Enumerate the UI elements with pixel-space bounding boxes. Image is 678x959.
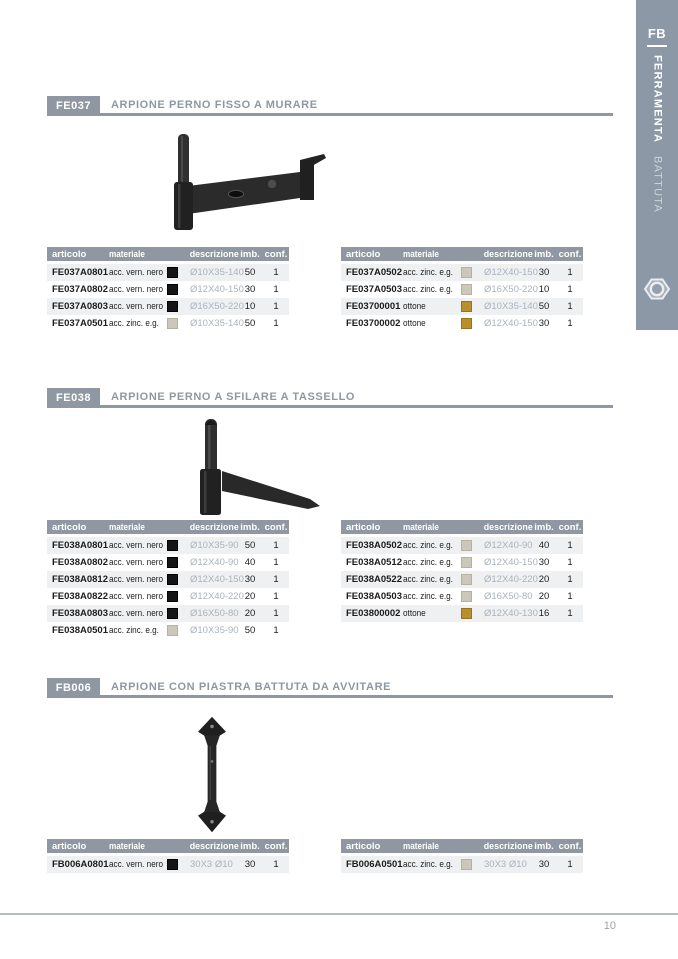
cell-materiale: ottone bbox=[403, 318, 426, 329]
cell-conf: 1 bbox=[273, 608, 279, 619]
column-header-conf: conf. bbox=[264, 248, 288, 260]
cell-descrizione: Ø16X50-80 bbox=[190, 608, 239, 619]
column-header-materiale: materiale bbox=[403, 840, 439, 852]
product-table bbox=[341, 247, 583, 332]
sidebar-category-label bbox=[652, 55, 663, 213]
material-color-swatch bbox=[461, 267, 472, 278]
material-color-swatch bbox=[461, 301, 472, 312]
cell-descrizione: Ø12X40-150 bbox=[484, 318, 538, 329]
section-title: ARPIONE CON PIASTRA BATTUTA DA AVVITARE bbox=[111, 681, 392, 693]
cell-materiale: acc. zinc. e.g. bbox=[403, 557, 453, 568]
cell-materiale: acc. vern. nero bbox=[109, 557, 164, 568]
cell-descrizione: Ø12X40-130 bbox=[484, 608, 538, 619]
cell-conf: 1 bbox=[273, 625, 279, 636]
material-color-swatch bbox=[167, 301, 178, 312]
cell-imb: 30 bbox=[538, 267, 550, 278]
table-row bbox=[341, 298, 583, 315]
column-header-imb: imb. bbox=[240, 521, 260, 533]
column-header-descrizione: descrizione bbox=[483, 248, 533, 260]
cell-imb: 50 bbox=[538, 301, 550, 312]
cell-swatch bbox=[461, 267, 479, 278]
table-row bbox=[341, 264, 583, 281]
column-header-descrizione: descrizione bbox=[189, 248, 239, 260]
cell-descrizione: Ø12X40-150 bbox=[190, 574, 244, 585]
cell-imb: 10 bbox=[538, 284, 550, 295]
table-header-row bbox=[47, 520, 289, 534]
cell-swatch bbox=[461, 540, 479, 551]
cell-imb: 20 bbox=[538, 574, 550, 585]
table-row bbox=[341, 554, 583, 571]
category-sidebar-tab bbox=[636, 0, 678, 330]
material-color-swatch bbox=[167, 608, 178, 619]
cell-articolo: FE037A0801 bbox=[52, 267, 108, 278]
cell-descrizione: Ø16X50-220 bbox=[484, 284, 538, 295]
cell-conf: 1 bbox=[567, 859, 573, 870]
cell-descrizione: Ø10X35-140 bbox=[190, 318, 244, 329]
sidebar-subcategory: BATTUTA bbox=[651, 155, 664, 213]
cell-descrizione: 30X3 Ø10 bbox=[484, 859, 527, 870]
cell-conf: 1 bbox=[273, 557, 279, 568]
cell-materiale: acc. vern. nero bbox=[109, 574, 164, 585]
table-row bbox=[47, 622, 289, 639]
table-row bbox=[341, 605, 583, 622]
cell-conf: 1 bbox=[273, 284, 279, 295]
cell-conf: 1 bbox=[273, 318, 279, 329]
cell-articolo: FE038A0522 bbox=[346, 574, 402, 585]
cell-articolo: FE037A0501 bbox=[52, 318, 108, 329]
column-header-conf: conf. bbox=[558, 840, 582, 852]
cell-conf: 1 bbox=[567, 284, 573, 295]
product-photo-fe037 bbox=[148, 126, 343, 245]
column-header-conf: conf. bbox=[264, 840, 288, 852]
cell-imb: 30 bbox=[538, 318, 550, 329]
table-row bbox=[47, 571, 289, 588]
table-row bbox=[47, 281, 289, 298]
cell-descrizione: Ø16X50-80 bbox=[484, 591, 533, 602]
cell-imb: 30 bbox=[538, 557, 550, 568]
product-photo-fe038 bbox=[150, 413, 335, 521]
cell-articolo: FE038A0803 bbox=[52, 608, 108, 619]
product-table bbox=[47, 520, 289, 639]
material-color-swatch bbox=[461, 574, 472, 585]
column-header-imb: imb. bbox=[534, 521, 554, 533]
sidebar-tab-label: FB bbox=[647, 26, 667, 41]
cell-descrizione: Ø12X40-90 bbox=[484, 540, 533, 551]
cell-conf: 1 bbox=[567, 574, 573, 585]
cell-articolo: FE038A0501 bbox=[52, 625, 108, 636]
material-color-swatch bbox=[461, 859, 472, 870]
table-row bbox=[47, 537, 289, 554]
section-code-badge: FE038 bbox=[47, 388, 100, 408]
cell-conf: 1 bbox=[567, 591, 573, 602]
cell-articolo: FE038A0503 bbox=[346, 591, 402, 602]
cell-swatch bbox=[461, 557, 479, 568]
cell-materiale: acc. zinc. e.g. bbox=[403, 859, 453, 870]
sidebar-category: FERRAMENTA bbox=[651, 55, 664, 144]
cell-imb: 30 bbox=[244, 859, 256, 870]
cell-imb: 30 bbox=[244, 284, 256, 295]
cell-descrizione: Ø12X40-220 bbox=[484, 574, 538, 585]
cell-materiale: acc. zinc. e.g. bbox=[403, 591, 453, 602]
cell-materiale: acc. zinc. e.g. bbox=[403, 540, 453, 551]
column-header-materiale: materiale bbox=[403, 521, 439, 533]
cell-materiale: acc. vern. nero bbox=[109, 284, 164, 295]
page-number: 10 bbox=[603, 920, 616, 932]
cell-materiale: acc. vern. nero bbox=[109, 591, 164, 602]
cell-imb: 30 bbox=[538, 859, 550, 870]
cell-swatch bbox=[461, 284, 479, 295]
table-row bbox=[341, 856, 583, 873]
cell-descrizione: Ø10X35-90 bbox=[190, 540, 239, 551]
cell-conf: 1 bbox=[567, 540, 573, 551]
section-header bbox=[47, 96, 613, 116]
cell-articolo: FE038A0502 bbox=[346, 540, 402, 551]
cell-articolo: FE03800002 bbox=[346, 608, 401, 619]
cell-materiale: acc. zinc. e.g. bbox=[403, 267, 453, 278]
cell-conf: 1 bbox=[567, 318, 573, 329]
cell-descrizione: Ø10X35-140 bbox=[484, 301, 538, 312]
column-header-imb: imb. bbox=[534, 248, 554, 260]
cell-descrizione: Ø12X40-220 bbox=[190, 591, 244, 602]
hex-nut-icon bbox=[643, 277, 671, 306]
column-header-descrizione: descrizione bbox=[483, 521, 533, 533]
material-color-swatch bbox=[167, 591, 178, 602]
cell-imb: 30 bbox=[244, 574, 256, 585]
column-header-articolo: articolo bbox=[52, 840, 87, 852]
product-table bbox=[341, 520, 583, 622]
material-color-swatch bbox=[461, 591, 472, 602]
cell-swatch bbox=[167, 608, 185, 619]
material-color-swatch bbox=[167, 625, 178, 636]
material-color-swatch bbox=[461, 608, 472, 619]
cell-swatch bbox=[167, 574, 185, 585]
section-header bbox=[47, 678, 613, 698]
cell-descrizione: Ø10X35-90 bbox=[190, 625, 239, 636]
cell-articolo: FE037A0802 bbox=[52, 284, 108, 295]
cell-descrizione: Ø12X40-150 bbox=[190, 284, 244, 295]
table-row bbox=[47, 856, 289, 873]
cell-conf: 1 bbox=[273, 574, 279, 585]
column-header-conf: conf. bbox=[264, 521, 288, 533]
cell-imb: 50 bbox=[244, 625, 256, 636]
cell-imb: 10 bbox=[244, 301, 256, 312]
cell-descrizione: Ø12X40-150 bbox=[484, 557, 538, 568]
section-header bbox=[47, 388, 613, 408]
column-header-articolo: articolo bbox=[346, 521, 381, 533]
material-color-swatch bbox=[461, 540, 472, 551]
table-header-row bbox=[341, 247, 583, 261]
cell-swatch bbox=[167, 318, 185, 329]
material-color-swatch bbox=[167, 284, 178, 295]
table-row bbox=[341, 281, 583, 298]
column-header-articolo: articolo bbox=[52, 521, 87, 533]
cell-articolo: FE038A0822 bbox=[52, 591, 108, 602]
table-header-row bbox=[47, 839, 289, 853]
cell-swatch bbox=[167, 301, 185, 312]
cell-materiale: acc. zinc. e.g. bbox=[403, 574, 453, 585]
table-row bbox=[47, 605, 289, 622]
column-header-materiale: materiale bbox=[109, 521, 145, 533]
cell-materiale: ottone bbox=[403, 608, 426, 619]
column-header-imb: imb. bbox=[240, 840, 260, 852]
cell-materiale: ottone bbox=[403, 301, 426, 312]
cell-swatch bbox=[461, 859, 479, 870]
cell-materiale: acc. zinc. e.g. bbox=[403, 284, 453, 295]
cell-imb: 20 bbox=[244, 591, 256, 602]
column-header-articolo: articolo bbox=[346, 840, 381, 852]
cell-conf: 1 bbox=[567, 267, 573, 278]
cell-articolo: FE038A0812 bbox=[52, 574, 108, 585]
column-header-conf: conf. bbox=[558, 521, 582, 533]
column-header-descrizione: descrizione bbox=[483, 840, 533, 852]
cell-conf: 1 bbox=[273, 591, 279, 602]
cell-swatch bbox=[167, 540, 185, 551]
product-photo-fb006 bbox=[152, 716, 272, 839]
table-row bbox=[341, 315, 583, 332]
cell-articolo: FE037A0502 bbox=[346, 267, 402, 278]
cell-swatch bbox=[167, 625, 185, 636]
material-color-swatch bbox=[461, 318, 472, 329]
cell-descrizione: Ø12X40-150 bbox=[484, 267, 538, 278]
sidebar-divider bbox=[647, 45, 667, 47]
cell-swatch bbox=[167, 267, 185, 278]
cell-conf: 1 bbox=[567, 608, 573, 619]
column-header-imb: imb. bbox=[534, 840, 554, 852]
cell-swatch bbox=[461, 318, 479, 329]
table-row bbox=[47, 264, 289, 281]
cell-materiale: acc. zinc. e.g. bbox=[109, 318, 159, 329]
cell-imb: 40 bbox=[244, 557, 256, 568]
table-row bbox=[47, 554, 289, 571]
section-code-badge: FB006 bbox=[47, 678, 100, 698]
cell-materiale: acc. vern. nero bbox=[109, 859, 164, 870]
cell-swatch bbox=[167, 284, 185, 295]
material-color-swatch bbox=[167, 267, 178, 278]
product-table bbox=[341, 839, 583, 873]
cell-conf: 1 bbox=[273, 267, 279, 278]
cell-articolo: FE03700001 bbox=[346, 301, 401, 312]
cell-materiale: acc. vern. nero bbox=[109, 540, 164, 551]
product-table bbox=[47, 839, 289, 873]
cell-imb: 50 bbox=[244, 267, 256, 278]
column-header-materiale: materiale bbox=[109, 248, 145, 260]
cell-descrizione: Ø16X50-220 bbox=[190, 301, 244, 312]
cell-articolo: FE038A0802 bbox=[52, 557, 108, 568]
footer-divider bbox=[0, 913, 678, 915]
material-color-swatch bbox=[167, 540, 178, 551]
column-header-articolo: articolo bbox=[52, 248, 87, 260]
section-divider bbox=[100, 113, 613, 116]
table-header-row bbox=[47, 247, 289, 261]
cell-descrizione: 30X3 Ø10 bbox=[190, 859, 233, 870]
cell-articolo: FB006A0501 bbox=[346, 859, 403, 870]
material-color-swatch bbox=[461, 557, 472, 568]
column-header-descrizione: descrizione bbox=[189, 521, 239, 533]
cell-descrizione: Ø12X40-90 bbox=[190, 557, 239, 568]
cell-materiale: acc. vern. nero bbox=[109, 301, 164, 312]
table-row bbox=[341, 588, 583, 605]
table-row bbox=[341, 571, 583, 588]
cell-articolo: FE037A0803 bbox=[52, 301, 108, 312]
cell-swatch bbox=[461, 301, 479, 312]
section-divider bbox=[100, 695, 613, 698]
cell-materiale: acc. zinc. e.g. bbox=[109, 625, 159, 636]
cell-swatch bbox=[167, 591, 185, 602]
material-color-swatch bbox=[461, 284, 472, 295]
section-title: ARPIONE PERNO FISSO A MURARE bbox=[111, 99, 318, 111]
cell-conf: 1 bbox=[567, 557, 573, 568]
cell-imb: 50 bbox=[244, 540, 256, 551]
table-row bbox=[47, 315, 289, 332]
cell-imb: 16 bbox=[538, 608, 550, 619]
cell-swatch bbox=[167, 557, 185, 568]
cell-articolo: FE038A0801 bbox=[52, 540, 108, 551]
table-header-row bbox=[341, 839, 583, 853]
table-row bbox=[341, 537, 583, 554]
cell-imb: 40 bbox=[538, 540, 550, 551]
material-color-swatch bbox=[167, 318, 178, 329]
material-color-swatch bbox=[167, 574, 178, 585]
cell-swatch bbox=[461, 608, 479, 619]
section-code-badge: FE037 bbox=[47, 96, 100, 116]
column-header-articolo: articolo bbox=[346, 248, 381, 260]
cell-materiale: acc. vern. nero bbox=[109, 608, 164, 619]
cell-articolo: FE03700002 bbox=[346, 318, 401, 329]
cell-conf: 1 bbox=[273, 859, 279, 870]
cell-swatch bbox=[461, 574, 479, 585]
cell-conf: 1 bbox=[273, 540, 279, 551]
cell-swatch bbox=[461, 591, 479, 602]
column-header-descrizione: descrizione bbox=[189, 840, 239, 852]
cell-imb: 20 bbox=[244, 608, 256, 619]
cell-materiale: acc. vern. nero bbox=[109, 267, 164, 278]
material-color-swatch bbox=[167, 859, 178, 870]
column-header-conf: conf. bbox=[558, 248, 582, 260]
table-row bbox=[47, 588, 289, 605]
cell-articolo: FE037A0503 bbox=[346, 284, 402, 295]
cell-conf: 1 bbox=[273, 301, 279, 312]
cell-articolo: FE038A0512 bbox=[346, 557, 402, 568]
cell-imb: 50 bbox=[244, 318, 256, 329]
cell-descrizione: Ø10X35-140 bbox=[190, 267, 244, 278]
column-header-imb: imb. bbox=[240, 248, 260, 260]
cell-imb: 20 bbox=[538, 591, 550, 602]
column-header-materiale: materiale bbox=[403, 248, 439, 260]
cell-conf: 1 bbox=[567, 301, 573, 312]
table-row bbox=[47, 298, 289, 315]
column-header-materiale: materiale bbox=[109, 840, 145, 852]
product-table bbox=[47, 247, 289, 332]
section-title: ARPIONE PERNO A SFILARE A TASSELLO bbox=[111, 391, 356, 403]
material-color-swatch bbox=[167, 557, 178, 568]
cell-articolo: FB006A0801 bbox=[52, 859, 109, 870]
cell-swatch bbox=[167, 859, 185, 870]
section-divider bbox=[100, 405, 613, 408]
table-header-row bbox=[341, 520, 583, 534]
